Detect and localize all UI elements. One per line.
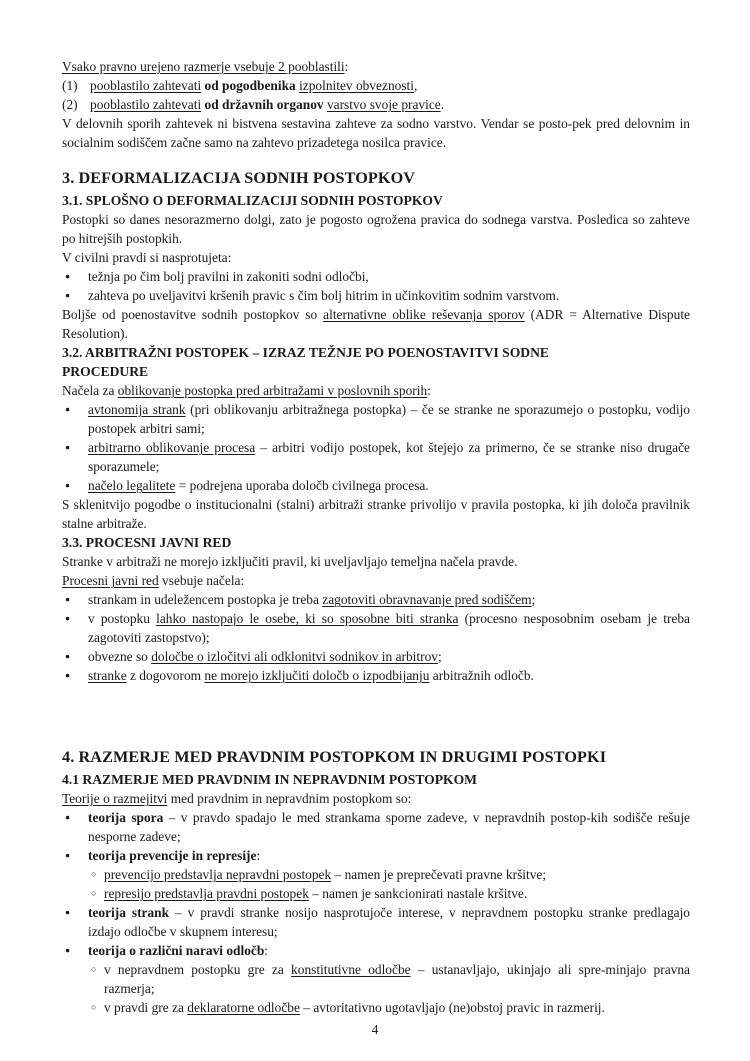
paragraph bbox=[62, 305, 690, 343]
text-run: določbe o izločitvi ali odklonitvi sodnikov in arbitrov bbox=[151, 649, 438, 664]
text-run: z dogovorom bbox=[126, 668, 205, 683]
intro-paragraph bbox=[62, 57, 690, 76]
text-run: lahko nastopajo le osebe, ki so sposobne biti stranka bbox=[156, 611, 459, 626]
text-run: težnja po čim bolj pravilni in zakoniti sodni odločbi, bbox=[88, 269, 369, 284]
text-run: pooblastilo zahtevati bbox=[90, 97, 202, 112]
bullet-item bbox=[62, 808, 690, 846]
paragraph bbox=[62, 210, 690, 248]
bullet-item bbox=[62, 941, 690, 960]
vertical-spacer bbox=[62, 685, 690, 731]
bullet-item bbox=[62, 438, 690, 476]
bullet-item bbox=[62, 590, 690, 609]
text-run: V civilni pravdi si nasprotujeta: bbox=[62, 250, 232, 265]
text-run: Teorije o razmejitvi bbox=[62, 791, 168, 806]
text-run: teorija strank bbox=[88, 905, 170, 920]
text-run: Načela za bbox=[62, 383, 118, 398]
bullet-icon: ● bbox=[65, 290, 71, 300]
text-run: – namen je sankcionirati nastale kršitve. bbox=[308, 886, 528, 901]
text-run: – v pravdi stranke nosijo nasprotujoče interese, v nepravdnem postopku stranke predlagajo izdajo odločbe v skupnem interesu; bbox=[88, 905, 690, 939]
text-run: obvezne so bbox=[88, 649, 152, 664]
bullet-icon: ● bbox=[65, 670, 71, 680]
text-run: od državnih organov bbox=[204, 97, 324, 112]
sub-bullet-item bbox=[62, 884, 690, 903]
text-run: zagotoviti obravnavanje pred sodiščem bbox=[322, 592, 532, 607]
text-run: (procesno nesposobnim osebam je treba zagotoviti zastopstvo); bbox=[88, 611, 690, 645]
text-run: V delovnih sporih zahtevek ni bistvena sestavina zahteve za sodno varstvo. Vendar se posto-pek pred delovnim in socialnim sodiščem začne samo na zahtevo prizadetega nosilca pravice. bbox=[62, 116, 690, 150]
text-run: Boljše od poenostavitve sodnih postopkov so bbox=[62, 307, 324, 322]
bullet-item bbox=[62, 286, 690, 305]
text-run: med pravdnim in nepravdnim postopkom so: bbox=[167, 791, 412, 806]
text-run: izpolnitev obveznosti bbox=[299, 78, 414, 93]
text-run: arbitražnih odločb. bbox=[429, 668, 534, 683]
text-run: avtonomija strank bbox=[88, 402, 186, 417]
bullet-item bbox=[62, 846, 690, 865]
section-4-heading: 4. RAZMERJE MED PRAVDNIM POSTOPKOM IN DRUGIMI POSTOPKI bbox=[62, 748, 607, 766]
text-run: stranke bbox=[88, 668, 127, 683]
bullet-icon: ● bbox=[65, 480, 71, 490]
paragraph bbox=[62, 381, 690, 400]
text-run: zahteva po uveljavitvi kršenih pravic s čim bolj hitrim in učinkovitim sodnim varstvom. bbox=[88, 288, 560, 303]
bullet-icon: ● bbox=[65, 404, 71, 414]
text-run: – ustanavljajo, ukinjajo ali spre-minjajo pravna razmerja; bbox=[104, 962, 690, 996]
text-run: ; bbox=[531, 592, 536, 607]
item-number: (2) bbox=[62, 97, 78, 112]
text-run: ; bbox=[437, 649, 442, 664]
paragraph bbox=[62, 495, 690, 533]
paragraph bbox=[62, 571, 690, 590]
bullet-icon: ● bbox=[65, 945, 71, 955]
circle-bullet-icon: ○ bbox=[91, 869, 97, 879]
circle-bullet-icon: ○ bbox=[91, 888, 97, 898]
section-3-2-heading: 3.2. ARBITRAŽNI POSTOPEK – IZRAZ TEŽNJE PO POENOSTAVITVI SODNE PROCEDURE bbox=[62, 345, 549, 379]
text-run: načelo legalitete bbox=[88, 478, 176, 493]
sub-bullet-item bbox=[62, 960, 690, 998]
text-run: : bbox=[264, 943, 269, 958]
text-run: oblikovanje postopka pred arbitražami v poslovnih sporih bbox=[117, 383, 428, 398]
section-3-1-heading: 3.1. SPLOŠNO O DEFORMALIZACIJI SODNIH POSTOPKOV bbox=[62, 193, 443, 208]
bullet-item bbox=[62, 666, 690, 685]
bullet-icon: ● bbox=[65, 850, 71, 860]
section-4-1-heading: 4.1 RAZMERJE MED PRAVDNIM IN NEPRAVDNIM POSTOPKOM bbox=[62, 772, 477, 787]
bullet-item bbox=[62, 400, 690, 438]
text-run: (ADR = Alternative Dispute Resolution). bbox=[62, 307, 690, 341]
paragraph bbox=[62, 789, 690, 808]
sub-bullet-item bbox=[62, 998, 690, 1017]
bullet-icon: ● bbox=[65, 442, 71, 452]
bullet-item bbox=[62, 476, 690, 495]
bullet-item bbox=[62, 267, 690, 286]
bullet-icon: ● bbox=[65, 613, 71, 623]
text-run: represijo predstavlja pravdni postopek bbox=[104, 886, 309, 901]
text-run: : bbox=[256, 848, 261, 863]
text-run: v nepravdnem postopku gre za bbox=[104, 962, 292, 977]
text-run: Postopki so danes nesorazmerno dolgi, zato je pogosto ogrožena pravica do sodnega varstva. Posledica so zahteve po hitrejših postopkih. bbox=[62, 212, 690, 246]
text-run: – avtoritativno ugotavljajo (ne)obstoj pravic in razmerij. bbox=[299, 1000, 605, 1015]
text-run: Vsako pravno urejeno razmerje vsebuje 2 pooblastili bbox=[62, 59, 345, 74]
sub-bullet-item bbox=[62, 865, 690, 884]
text-run: teorija o različni naravi odločb bbox=[88, 943, 265, 958]
text-run: : bbox=[427, 383, 431, 398]
text-run: vsebuje načela: bbox=[158, 573, 245, 588]
bullet-item bbox=[62, 609, 690, 647]
text-run: prevencijo predstavlja nepravdni postopek bbox=[104, 867, 332, 882]
bullet-item bbox=[62, 647, 690, 666]
paragraph bbox=[62, 552, 690, 571]
numbered-item bbox=[62, 76, 690, 95]
text-run: = podrejena uporaba določb civilnega procesa. bbox=[175, 478, 429, 493]
circle-bullet-icon: ○ bbox=[91, 1002, 97, 1012]
text-run: S sklenitvijo pogodbe o institucionalni (stalni) arbitraži stranke privolijo v pravila postopka, ki jih določa pravilnik stalne arbitraže. bbox=[62, 497, 690, 531]
paragraph bbox=[62, 248, 690, 267]
numbered-item bbox=[62, 95, 690, 114]
text-run: varstvo svoje pravice bbox=[326, 97, 441, 112]
paragraph bbox=[62, 114, 690, 152]
text-run: pooblastilo zahtevati bbox=[90, 78, 202, 93]
text-run: , bbox=[414, 78, 418, 93]
section-3-3-heading: 3.3. PROCESNI JAVNI RED bbox=[62, 535, 232, 550]
bullet-icon: ● bbox=[65, 907, 71, 917]
text-run: arbitrarno oblikovanje procesa bbox=[88, 440, 256, 455]
text-run: od pogodbenika bbox=[204, 78, 296, 93]
bullet-item bbox=[62, 903, 690, 941]
bullet-icon: ● bbox=[65, 271, 71, 281]
text-run: deklaratorne odločbe bbox=[187, 1000, 300, 1015]
document-content bbox=[62, 57, 690, 1017]
text-run: konstitutivne odločbe bbox=[291, 962, 411, 977]
text-run: Procesni javni red bbox=[62, 573, 159, 588]
text-run: (pri oblikovanju arbitražnega postopka) – če se stranke ne sporazumejo o postopku, vodijo postopek arbitri sami; bbox=[88, 402, 690, 436]
text-run: . bbox=[440, 97, 445, 112]
text-run: – arbitri vodijo postopek, kot štejejo za primerno, če se stranke niso drugače sporazumele; bbox=[88, 440, 690, 474]
text-run: v pravdi gre za bbox=[104, 1000, 188, 1015]
bullet-icon: ● bbox=[65, 651, 71, 661]
text-run: strankam in udeležencem postopka je treba bbox=[88, 592, 323, 607]
text-run: Stranke v arbitraži ne morejo izključiti pravil, ki uveljavljajo temeljna načela pravde. bbox=[62, 554, 518, 569]
text-run: – namen je preprečevati pravne kršitve; bbox=[331, 867, 547, 882]
text-run: – v pravdo spadajo le med strankama sporne zadeve, v nepravdnih postop-kih sodišče rešuje nesporne zadeve; bbox=[88, 810, 690, 844]
bullet-icon: ● bbox=[65, 594, 71, 604]
text-run: teorija prevencije in represije bbox=[88, 848, 257, 863]
text-run: : bbox=[344, 59, 349, 74]
text-run: ne morejo izključiti določb o izpodbijanju bbox=[204, 668, 430, 683]
bullet-icon: ● bbox=[65, 812, 71, 822]
text-run: v postopku bbox=[88, 611, 157, 626]
page-number: 4 bbox=[371, 1022, 379, 1037]
item-number: (1) bbox=[62, 78, 78, 93]
section-3-heading: 3. DEFORMALIZACIJA SODNIH POSTOPKOV bbox=[62, 169, 416, 187]
text-run: teorija spora bbox=[88, 810, 164, 825]
circle-bullet-icon: ○ bbox=[91, 964, 97, 974]
text-run: alternativne oblike reševanja sporov bbox=[323, 307, 525, 322]
